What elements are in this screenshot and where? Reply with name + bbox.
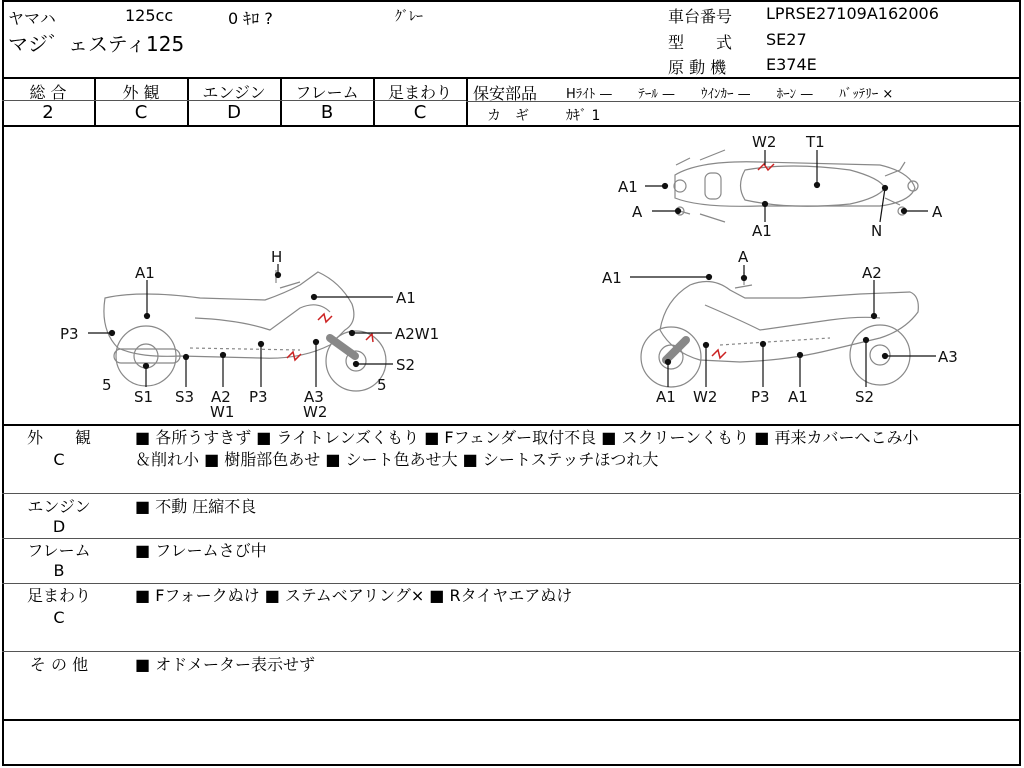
diagram-label: S1 (134, 388, 154, 406)
remark-frame-text: ■ フレームさび中 (135, 541, 267, 560)
diagram-label: P3 (249, 388, 268, 406)
grade-engine-value: D (227, 102, 241, 123)
diagram-label: W2 (303, 403, 328, 421)
diagram-label: A1 (135, 264, 155, 282)
grade-exterior-label: 外 観 (122, 83, 160, 102)
remark-engine-text: ■ 不動 圧縮不良 (135, 497, 257, 516)
remark-suspension-label: 足まわり (26, 586, 91, 605)
grade-exterior-value: C (134, 102, 148, 123)
remark-other-label: そ の 他 (29, 655, 89, 674)
displacement: 125cc (125, 6, 174, 25)
divider (2, 424, 1021, 426)
divider (2, 538, 1021, 539)
diagram-label: A (738, 248, 749, 266)
divider (2, 719, 1021, 721)
diagram-label: W1 (210, 403, 235, 421)
remark-engine-label: エンジン (27, 497, 91, 516)
remark-exterior-line1: ■ 各所うすきず ■ ライトレンズくもり ■ Fフェンダー取付不良 ■ スクリーンくもり ■ 再来カバーへこみ小 (135, 428, 919, 447)
color: ｸﾞﾚｰ (395, 9, 423, 25)
diagram-label: A3 (938, 348, 958, 366)
divider (2, 651, 1021, 652)
model-name: マジ゛ェスティ125 (8, 32, 185, 56)
type-value: SE27 (766, 30, 807, 49)
grade-suspension-value: C (413, 102, 427, 123)
remark-exterior-line2: ＆削れ小 ■ 樹脂部色あせ ■ シート色あせ大 ■ シートステッチほつれ大 (135, 450, 659, 469)
grade-suspension-label: 足まわり (387, 83, 452, 102)
frame-no-label: 車台番号 (668, 7, 733, 26)
diagram-label: S2 (396, 356, 416, 374)
mileage: 0 ｷﾛ ? (228, 9, 273, 28)
diagram-label: W2 (693, 388, 718, 406)
remark-frame-grade: B (53, 561, 65, 580)
remark-other-text: ■ オドメーター表示せず (135, 655, 316, 674)
diagram-label: T1 (806, 133, 825, 151)
diagram-label: H (271, 248, 283, 266)
diagram-label: A (632, 203, 643, 221)
diagram-label: W2 (752, 133, 777, 151)
diagram-label: A2W1 (395, 325, 440, 343)
diagram-label: A1 (618, 178, 638, 196)
key-label: カ ギ (487, 108, 529, 124)
diagram-label: P3 (60, 325, 79, 343)
diagram-label: A1 (656, 388, 676, 406)
safety-items: Hﾗｲﾄ — ﾃｰﾙ — ｳｲﾝｶｰ — ﾎｰﾝ — ﾊﾞｯﾃﾘｰ × (566, 87, 894, 102)
diagram-label: A1 (602, 269, 622, 287)
safety-label: 保安部品 (473, 84, 538, 103)
diagram-label: N (871, 222, 883, 240)
grade-frame-value: B (320, 102, 334, 123)
engine-model-value: E374E (766, 55, 817, 74)
grade-total-label: 総 合 (29, 83, 67, 102)
divider (2, 493, 1021, 494)
remark-exterior-grade: C (53, 450, 65, 469)
diagram-label: A1 (752, 222, 772, 240)
divider (2, 583, 1021, 584)
diagram-label: 5 (377, 376, 387, 394)
key-value: ｶｷﾞ 1 (566, 108, 601, 124)
remark-exterior-label: 外 観 (26, 428, 91, 447)
type-label: 型 式 (668, 33, 733, 52)
engine-model-label: 原 動 機 (668, 58, 727, 77)
remark-frame-label: フレーム (27, 541, 91, 560)
grade-engine-label: エンジン (202, 83, 266, 102)
grade-total-value: 2 (42, 102, 54, 123)
diagram-label: A2 (211, 388, 231, 406)
frame-no: LPRSE27109A162006 (766, 4, 939, 23)
diagram-label: A2 (862, 264, 882, 282)
maker: ヤマハ (8, 9, 56, 28)
diagram-label: S2 (855, 388, 875, 406)
diagram-label: A (932, 203, 943, 221)
diagram-label: 5 (102, 376, 112, 394)
diagram-label: P3 (751, 388, 770, 406)
remark-engine-grade: D (52, 517, 66, 536)
diagram-label: A3 (304, 388, 324, 406)
diagram-label: A1 (788, 388, 808, 406)
grade-frame-label: フレーム (295, 83, 359, 102)
diagram-label: A1 (396, 289, 416, 307)
remark-suspension-grade: C (53, 608, 65, 627)
diagram-label: S3 (175, 388, 195, 406)
remark-suspension-text: ■ Fフォークぬけ ■ ステムベアリング× ■ Rタイヤエアぬけ (135, 586, 573, 605)
